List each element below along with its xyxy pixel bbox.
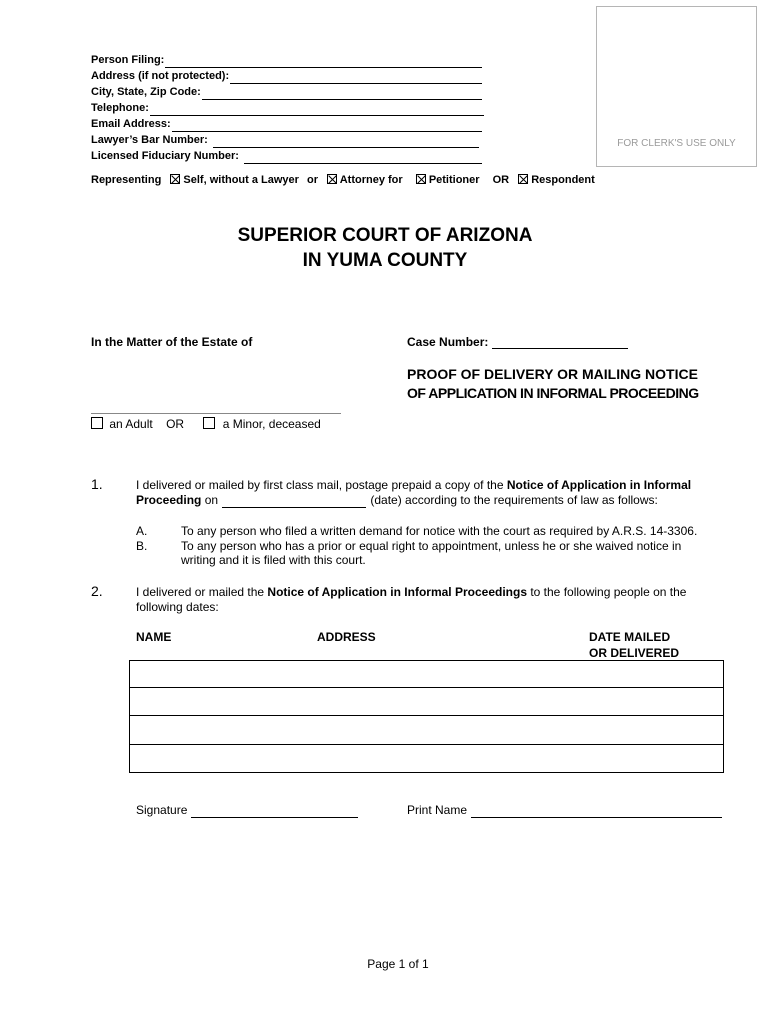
signature-row [136,803,358,818]
item2-text-a: I delivered or mailed the [136,585,268,599]
bar-number-row [91,132,479,148]
address-row [91,68,482,84]
telephone-row [91,100,484,116]
fiduciary-number-label: Licensed Fiduciary Number: [91,150,239,162]
matter-label: In the Matter of the Estate of [91,335,253,349]
table-header-date2: OR DELIVERED [589,646,680,660]
representing-label: Representing [91,174,162,186]
person-filing-field[interactable] [165,55,482,68]
email-label: Email Address: [91,118,171,130]
person-filing-label: Person Filing: [91,54,165,66]
case-number-row [407,335,628,349]
or-label: or [307,174,319,186]
table-row[interactable] [129,688,724,716]
city-state-zip-row [91,84,482,100]
item1-bold-b: Proceeding [136,493,202,507]
item1-text-c: (date) according to the requirements of law as follows: [370,493,658,507]
case-number-field[interactable] [492,336,628,349]
minor-checkbox[interactable] [203,417,215,429]
print-name-label: Print Name [407,803,468,817]
attorney-checkbox[interactable] [327,174,337,184]
item2-paragraph [136,585,725,615]
respondent-option-label: Respondent [531,174,595,186]
item1-sub-b-text2: writing and it is filed with this court. [181,553,366,567]
item2-number: 2. [91,583,103,599]
or-label-2: OR [492,174,510,186]
self-checkbox[interactable] [170,174,180,184]
fiduciary-number-field[interactable] [244,151,482,164]
signature-label: Signature [136,803,188,817]
adult-option-label: an Adult [109,417,153,431]
adult-checkbox[interactable] [91,417,103,429]
clerk-use-label: FOR CLERK'S USE ONLY [617,138,736,149]
adult-minor-or-label: OR [166,417,185,431]
print-name-row [407,803,722,818]
telephone-label: Telephone: [91,102,149,114]
court-title-line1: SUPERIOR COURT OF ARIZONA [237,225,533,246]
court-title-line2: IN YUMA COUNTY [302,250,468,271]
table-row[interactable] [129,716,724,745]
table-header-date1: DATE MAILED [589,630,671,644]
representing-row [91,172,595,188]
adult-minor-row [91,417,321,431]
item1-text-a: I delivered or mailed by first class mail, postage prepaid a copy of the [136,478,507,492]
item1-sub-b-label: B. [136,539,148,553]
table-header-name: NAME [136,630,172,644]
telephone-field[interactable] [150,103,484,116]
self-option-label: Self, without a Lawyer [183,174,299,186]
delivery-date-field[interactable] [222,495,366,508]
page-number: Page 1 of 1 [367,957,429,971]
item1-bold-a: Notice of Application in Informal [506,478,692,492]
minor-option-label: a Minor, deceased [222,417,321,431]
address-label: Address (if not protected): [91,70,230,82]
table-row[interactable] [129,660,724,688]
item2-text-c: following dates: [136,600,219,614]
item2-bold: Notice of Application in Informal Proceedings [267,585,527,599]
decedent-name-field[interactable] [91,413,341,414]
table-row[interactable] [129,744,724,773]
respondent-checkbox[interactable] [518,174,528,184]
print-name-field[interactable] [471,805,722,818]
doc-title-line1: PROOF OF DELIVERY OR MAILING NOTICE [407,366,698,382]
bar-number-field[interactable] [213,135,479,148]
item1-number: 1. [91,476,103,492]
table-header-address: ADDRESS [317,630,376,644]
case-number-label: Case Number: [407,335,489,349]
item1-sub-a-label: A. [136,524,148,538]
person-filing-row [91,52,482,68]
petitioner-option-label: Petitioner [428,174,480,186]
item1-text-b: on [201,493,222,507]
email-row [91,116,482,132]
fiduciary-number-row [91,148,482,164]
item1-paragraph [136,478,725,508]
item1-sub-a-text: To any person who filed a written demand for notice with the court as required by A.R.S. 14-3306. [181,524,698,538]
item2-text-b: to the following people on the [527,585,687,599]
address-field[interactable] [230,71,482,84]
petitioner-checkbox[interactable] [416,174,426,184]
email-field[interactable] [172,119,482,132]
attorney-option-label: Attorney for [339,174,403,186]
city-state-zip-label: City, State, Zip Code: [91,86,201,98]
signature-field[interactable] [191,805,358,818]
clerk-use-box [596,6,757,167]
bar-number-label: Lawyer’s Bar Number: [91,134,208,146]
item1-sub-b-text1: To any person who has a prior or equal right to appointment, unless he or she waived notice in [181,539,682,553]
city-state-zip-field[interactable] [202,87,482,100]
doc-title-line2: OF APPLICATION IN INFORMAL PROCEEDING [407,385,699,401]
